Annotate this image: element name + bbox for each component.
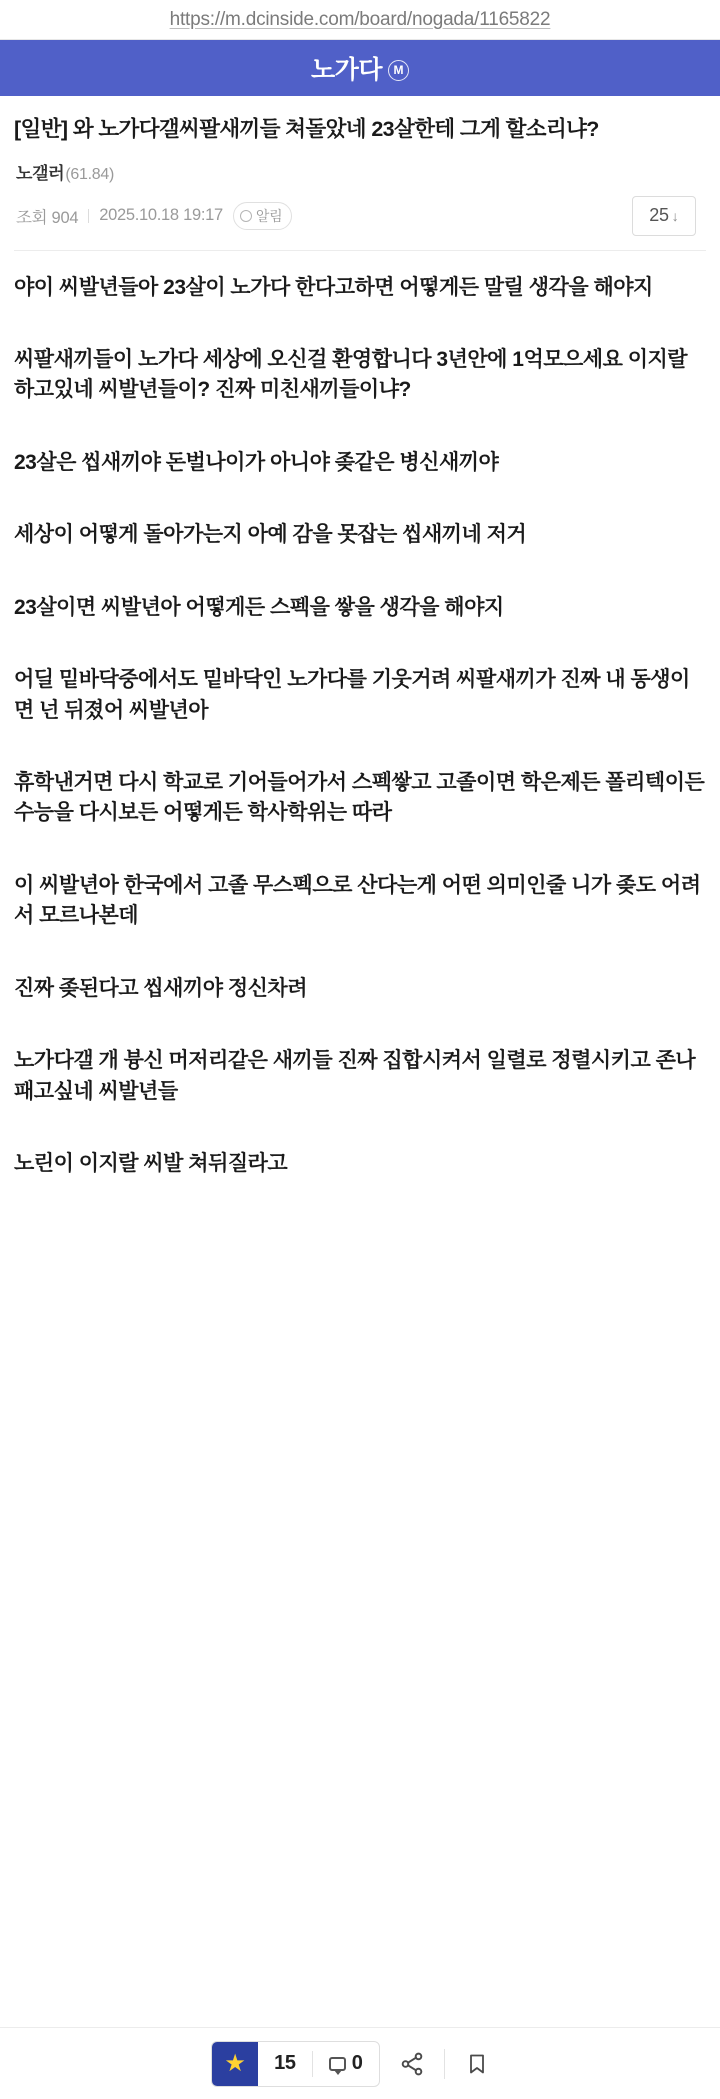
bookmark-button[interactable] [445,2040,509,2088]
writer-name[interactable]: 노갤러 [16,163,65,183]
article-paragraph: 세상이 어떻게 돌아가는지 아예 감을 못잡는 씹새끼네 저거 [14,523,527,547]
share-button[interactable] [380,2040,444,2088]
article-paragraph: 이 씨발년아 한국에서 고졸 무스펙으로 산다는게 어떤 의미인줄 니가 좆도 어려서 모르나본데 [14,873,701,928]
mobile-badge-icon: M [388,60,409,81]
article-paragraph: 진짜 좆된다고 씹새끼야 정신차려 [14,976,308,1000]
vote-comment-pill[interactable] [211,2041,380,2087]
comment-bubble-icon [329,2057,346,2071]
share-icon [399,2051,425,2077]
writer-ip: (61.84) [65,165,114,183]
writer-row [14,159,706,184]
alarm-button[interactable] [233,202,292,230]
alarm-label: 알림 [255,207,283,224]
board-title[interactable]: 노가다 [311,56,382,84]
page-title: [일반] 와 노가다갤씨팔새끼들 쳐돌았네 23살한테 그게 할소리냐? [14,117,599,141]
browser-url-bar[interactable] [0,0,720,40]
view-count: 조회 904 [16,208,79,227]
bell-icon [240,210,252,222]
article-paragraph: 23살이면 씨발년아 어떻게든 스펙을 쌓을 생각을 해야지 [14,595,504,619]
article-paragraph: 노린이 이지랄 씨발 쳐뒤질라고 [14,1152,288,1176]
article-header [0,96,720,251]
vote-count: 15 [274,2052,296,2074]
article-meta [14,196,706,236]
article-paragraph: 23살은 씹새끼야 돈벌나이가 아니야 좆같은 병신새끼야 [14,450,499,474]
star-icon[interactable]: ★ [212,2042,258,2086]
chevron-down-icon: ↓ [671,207,679,224]
article-paragraph: 씨팔새끼들이 노가다 세상에 오신걸 환영합니다 3년안에 1억모으세요 이지랄하고있네 씨발년들이? 진짜 미친새끼들이냐? [14,347,688,402]
url-text[interactable]: https://m.dcinside.com/board/nogada/1165822 [169,8,551,30]
article-paragraph: 야이 씨발년들아 23살이 노가다 한다고하면 어떻게든 말릴 생각을 해야지 [14,275,653,299]
recommend-count: 25 [649,205,669,226]
comment-count: 0 [351,2052,363,2074]
meta-divider [88,209,89,223]
bottom-action-bar [0,2027,720,2099]
article-paragraph: 노가다갤 개 븅신 머저리같은 새끼들 진짜 집합시켜서 일렬로 정렬시키고 존나패고싶네 씨발년들 [14,1049,696,1103]
comment-button[interactable] [313,2052,379,2075]
recommend-count-box[interactable] [632,196,696,236]
article-paragraph: 휴학낸거면 다시 학교로 기어들어가서 스펙쌓고 고졸이면 학은제든 폴리텍이든 수능을 다시보든 어떻게든 학사학위는 따라 [14,771,710,825]
article-paragraph: 어딜 밑바닥중에서도 밑바닥인 노가다를 기웃거려 씨팔새끼가 진짜 내 동생이면 넌 뒤졌어 씨발년아 [14,668,690,722]
board-header [0,40,720,96]
bookmark-icon [465,2051,489,2077]
article-body [0,251,720,1190]
post-date: 2025.10.18 19:17 [99,206,223,225]
